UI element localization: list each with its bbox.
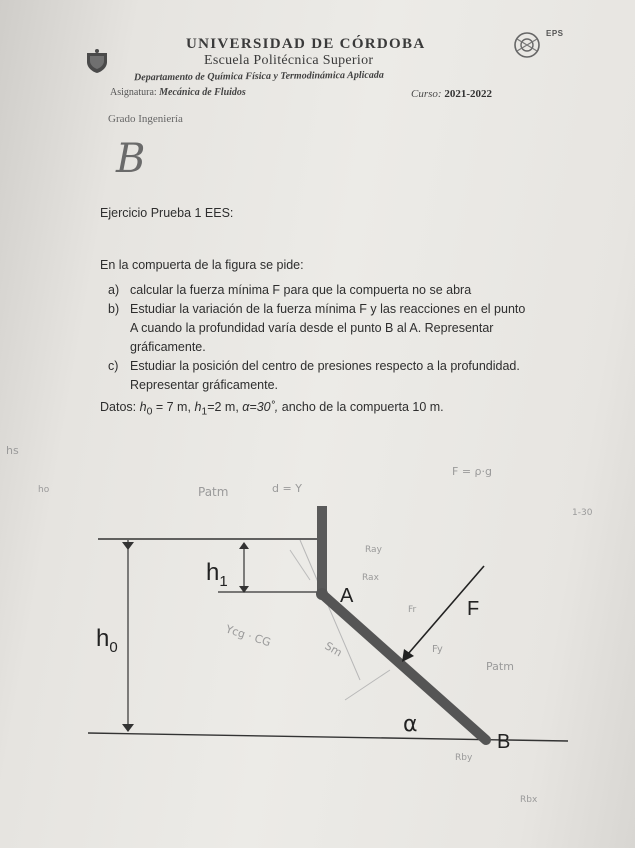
list-item — [108, 357, 528, 395]
h0-symbol: h — [139, 400, 147, 414]
exercise-title: Ejercicio Prueba 1 EES: — [100, 206, 234, 220]
document-header — [0, 0, 635, 130]
margin-note: hs — [6, 444, 19, 457]
school-name: Escuela Politécnica Superior — [204, 53, 374, 68]
item-text: Estudiar la variación de la fuerza mínima F y las reacciones en el punto A cuando la profundidad varía desde el punto B al A. Representar gráficamente. — [130, 302, 526, 354]
alpha-value: α=30˚, — [242, 400, 279, 414]
h1-value: =2 m, — [207, 400, 239, 414]
margin-note: 1-30 — [572, 508, 593, 518]
university-crest-icon — [84, 48, 110, 74]
subject-label: Asignatura: — [110, 87, 157, 98]
rax-note: Rax — [362, 573, 379, 583]
h0-value: = 7 m, — [155, 400, 191, 414]
force-label: F — [467, 598, 480, 620]
patm-note: Patm — [486, 660, 514, 673]
eps-logo-icon — [513, 28, 547, 62]
item-text: Estudiar la posición del centro de presiones respecto a la profundidad. Representar gráficamente. — [130, 359, 520, 392]
university-name: UNIVERSIDAD DE CÓRDOBA — [186, 36, 426, 52]
gate-width: ancho de la compuerta 10 m. — [281, 400, 444, 414]
course-value: 2021-2022 — [444, 88, 492, 100]
top-note: d = Y — [272, 482, 302, 495]
subject-line — [110, 87, 246, 98]
course-label: Curso: — [411, 88, 442, 100]
department-name: Departamento de Química Física y Termodinámica Aplicada — [133, 69, 384, 84]
eps-logo-text: EPS — [546, 29, 564, 38]
item-text: calcular la fuerza mínima F para que la compuerta no se abra — [130, 283, 472, 297]
data-line — [100, 400, 444, 418]
patm-note: Patm — [198, 485, 229, 499]
h0-sub: 0 — [146, 406, 153, 418]
h0-label: $h_0$ — [96, 625, 118, 656]
degree-name: Grado Ingeniería — [108, 113, 183, 125]
handwritten-group-letter: B — [116, 136, 146, 182]
item-letter: b) — [108, 302, 120, 316]
h1-sub: 1 — [201, 406, 208, 418]
question-list — [108, 281, 528, 395]
list-item — [108, 281, 528, 300]
rbx-note: Rbx — [520, 795, 538, 805]
fr-note: Fr — [408, 605, 417, 615]
h1-symbol: h — [194, 400, 202, 414]
right-note: F = ρ·g — [452, 465, 492, 478]
list-item — [108, 300, 528, 357]
point-a-label: A — [340, 585, 354, 607]
h1-label: $h_1$ — [206, 559, 228, 590]
angle-label: α — [403, 712, 418, 737]
exercise-intro: En la compuerta de la figura se pide: — [100, 258, 304, 272]
rby-note: Rby — [455, 753, 473, 763]
ray-note: Ray — [365, 545, 382, 555]
point-b-label: B — [497, 731, 511, 753]
course-line — [411, 88, 492, 100]
ycg-note: Ycg · CG — [224, 622, 273, 650]
data-label: Datos: — [100, 400, 137, 414]
item-letter: c) — [108, 359, 119, 373]
margin-note: ho — [38, 485, 50, 495]
fy-note: Fy — [432, 644, 443, 655]
sm-note: Sm — [322, 639, 345, 660]
gate-figure — [0, 420, 635, 848]
subject-value: Mecánica de Fluidos — [159, 87, 246, 98]
item-letter: a) — [108, 283, 120, 297]
